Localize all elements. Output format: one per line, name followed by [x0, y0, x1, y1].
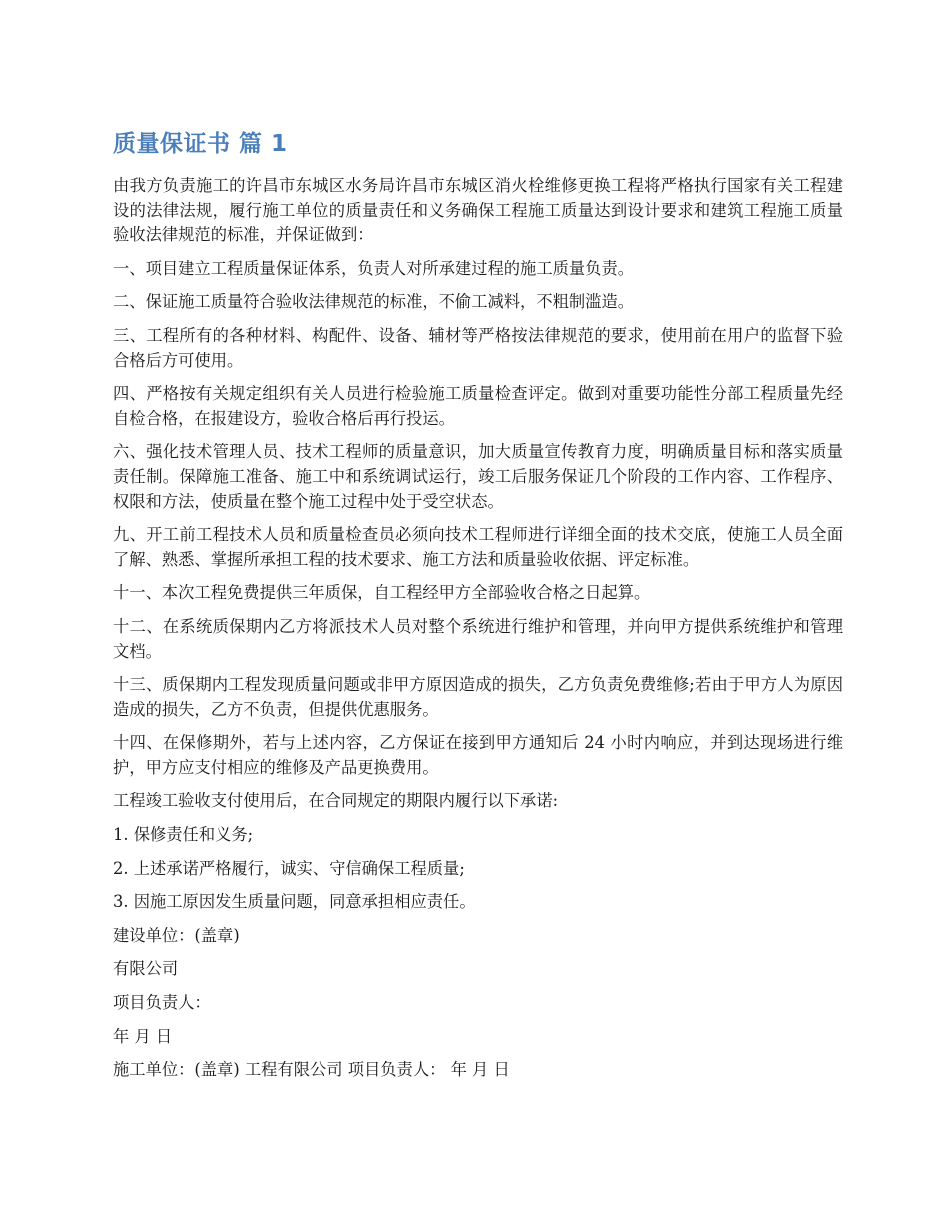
clause-1: 一、项目建立工程质量保证体系，负责人对所承建过程的施工质量负责。 — [113, 258, 635, 278]
clause-11: 十一、本次工程免费提供三年质保，自工程经甲方全部验收合格之日起算。 — [113, 583, 651, 603]
commitment-item-1: 1. 保修责任和义务; — [113, 825, 254, 845]
intro-paragraph: 由我方负责施工的许昌市东城区水务局许昌市东城区消火栓维修更换工程将严格执行国家有关工程建设的法律法规，履行施工单位的质量责任和义务确保工程施工质量达到设计要求和建筑工程施工质量验收法律规范的标准，并保证做到： — [113, 176, 843, 245]
date-line: 年 月 日 — [113, 1026, 173, 1046]
project-manager: 项目负责人： — [113, 993, 211, 1013]
clause-14: 十四、在保修期外，若与上述内容，乙方保证在接到甲方通知后 24 小时内响应，并到达现场进行维护，甲方应支付相应的维修及产品更换费用。 — [113, 733, 843, 777]
company-name: 有限公司 — [113, 959, 179, 979]
client-unit-seal: 建设单位：(盖章) — [113, 925, 240, 945]
document-title: 质量保证书 篇 1 — [113, 131, 288, 157]
clause-4: 四、严格按有关规定组织有关人员进行检验施工质量检查评定。做到对重要功能性分部工程质量先经自检合格，在报建设方，验收合格后再行投运。 — [113, 384, 843, 428]
clause-13: 十三、质保期内工程发现质量问题或非甲方原因造成的损失，乙方负责免费维修;若由于甲方人为原因造成的损失，乙方不负责，但提供优惠服务。 — [113, 675, 843, 719]
clause-2: 二、保证施工质量符合验收法律规范的标准，不偷工减料，不粗制滥造。 — [113, 292, 635, 312]
document-page — [113, 128, 843, 1092]
contractor-signature-line: 施工单位：(盖章) 工程有限公司 项目负责人： 年 月 日 — [113, 1060, 510, 1080]
commitment-item-3: 3. 因施工原因发生质量问题，同意承担相应责任。 — [113, 892, 476, 912]
clause-6: 六、强化技术管理人员、技术工程师的质量意识，加大质量宣传教育力度，明确质量目标和落实质量责任制。保障施工准备、施工中和系统调试运行，竣工后服务保证几个阶段的工作内容、工作程序、权限和方法，使质量在整个施工过程中处于受空状态。 — [113, 442, 843, 511]
commitment-intro: 工程竣工验收支付使用后，在合同规定的期限内履行以下承诺: — [113, 791, 559, 811]
clause-3: 三、工程所有的各种材料、构配件、设备、辅材等严格按法律规范的要求，使用前在用户的监督下验合格后方可使用。 — [113, 325, 843, 370]
clause-12: 十二、在系统质保期内乙方将派技术人员对整个系统进行维护和管理，并向甲方提供系统维护和管理文档。 — [113, 616, 843, 661]
commitment-item-2: 2. 上述承诺严格履行，诚实、守信确保工程质量; — [113, 858, 465, 878]
clause-9: 九、开工前工程技术人员和质量检查员必须向技术工程师进行详细全面的技术交底，使施工人员全面了解、熟悉、掌握所承担工程的技术要求、施工方法和质量验收依据、评定标准。 — [113, 525, 843, 569]
